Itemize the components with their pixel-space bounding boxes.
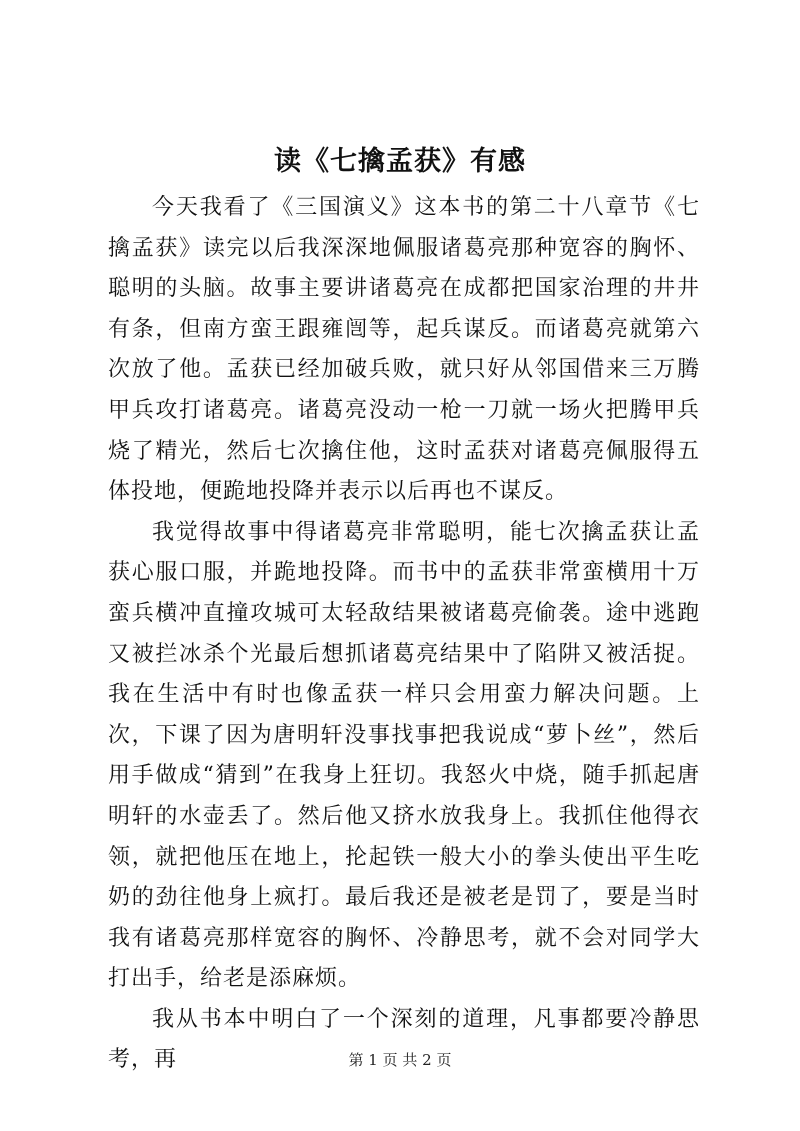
- paragraph-2: 我觉得故事中得诸葛亮非常聪明，能七次擒孟获让孟获心服口服，并跪地投降。而书中的孟获非常蛮横用十万蛮兵横冲直撞攻城可太轻敌结果被诸葛亮偷袭。途中逃跑又被拦冰杀个光最后想抓诸葛亮结果中了陷阱又被活捉。我在生活中有时也像孟获一样只会用蛮力解决问题。上次，下课了因为唐明轩没事找事把我说成“萝卜丝”，然后用手做成“猜到”在我身上狂切。我怒火中烧，随手抓起唐明轩的水壶丢了。然后他又挤水放我身上。我抓住他得衣领，就把他压在地上，抡起铁一般大小的拳头使出平生吃奶的劲往他身上疯打。最后我还是被老是罚了，要是当时我有诸葛亮那样宽容的胸怀、冷静思考，就不会对同学大打出手，给老是添麻烦。: [108, 519, 700, 992]
- document-body: [108, 188, 700, 1081]
- document-title: 读《七擒孟获》有感: [274, 146, 526, 177]
- paragraph-1: 今天我看了《三国演义》这本书的第二十八章节《七擒孟获》读完以后我深深地佩服诸葛亮那种宽容的胸怀、聪明的头脑。故事主要讲诸葛亮在成都把国家治理的井井有条，但南方蛮王跟雍闿等，起兵谋反。而诸葛亮就第六次放了他。孟获已经加破兵败，就只好从邻国借来三万腾甲兵攻打诸葛亮。诸葛亮没动一枪一刀就一场火把腾甲兵烧了精光，然后七次擒住他，这时孟获对诸葛亮佩服得五体投地，便跪地投降并表示以后再也不谋反。: [108, 195, 700, 505]
- page-footer: 第 1 页 共 2 页: [348, 1051, 452, 1069]
- paragraph-3: 我从书本中明白了一个深刻的道理，凡事都要冷静思考，再: [108, 1006, 700, 1073]
